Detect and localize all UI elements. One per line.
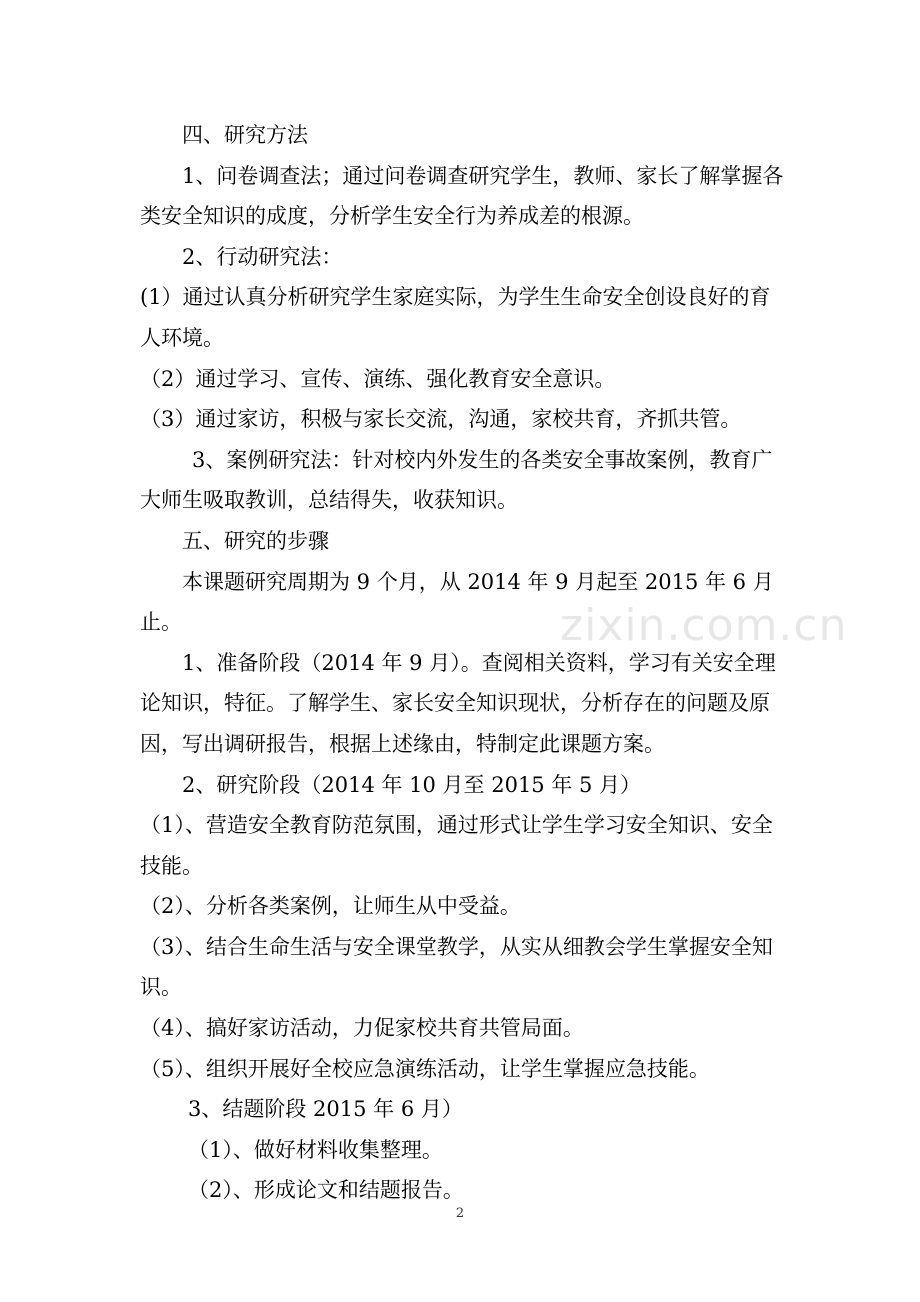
- paragraph-research-item-1: （1）、营造安全教育防范氛围，通过形式让学生学习安全知识、安全技能。: [140, 813, 773, 878]
- paragraph-action-item-2: （2）通过学习、宣传、演练、强化教育安全意识。: [140, 366, 616, 391]
- section-heading-research-steps: 五、研究的步骤: [182, 528, 329, 553]
- paragraph-research-item-2: （2）、分析各类案例，让师生从中受益。: [140, 894, 521, 919]
- paragraph-case-study-method: 3、案例研究法：针对校内外发生的各类安全事故案例，教育广大师生吸取教训，总结得失，收获知识。: [140, 447, 773, 513]
- paragraph-research-item-3: （3）、结合生命生活与安全课堂教学，从实从细教会学生掌握安全知识。: [140, 934, 773, 1000]
- paragraph-research-stage: 2、研究阶段（2014 年 10 月至 2015 年 5 月）: [182, 772, 642, 797]
- paragraph-questionnaire-method: 1、问卷调查法；通过问卷调查研究学生，教师、家长了解掌握各类安全知识的成度，分析学生安全行为养成差的根源。: [140, 163, 784, 229]
- paragraph-conclusion-item-1: （1）、做好材料收集整理。: [188, 1137, 443, 1162]
- paragraph-action-item-1: (1）通过认真分析研究学生家庭实际，为学生生命安全创设良好的育人环境。: [140, 285, 771, 350]
- watermark: zixin.com.cn: [560, 600, 848, 651]
- paragraph-research-period: 本课题研究周期为 9 个月，从 2014 年 9 月起至 2015 年 6 月止。: [140, 569, 774, 635]
- paragraph-research-item-5: （5）、组织开展好全校应急演练活动，让学生掌握应急技能。: [140, 1056, 710, 1081]
- section-heading-research-methods: 四、研究方法: [182, 123, 308, 147]
- paragraph-research-item-4: （4）、搞好家访活动，力促家校共育共管局面。: [140, 1016, 584, 1041]
- paragraph-conclusion-item-2: （2）、形成论文和结题报告。: [188, 1178, 464, 1203]
- paragraph-action-research-method: 2、行动研究法：: [182, 244, 343, 269]
- document-body: [140, 115, 785, 1211]
- paragraph-action-item-3: （3）通过家访，积极与家长交流，沟通，家校共育，齐抓共管。: [140, 407, 742, 432]
- paragraph-conclusion-stage: 3、结题阶段 2015 年 6 月）: [188, 1097, 463, 1122]
- paragraph-preparation-stage: 1、准备阶段（2014 年 9 月）。查阅相关资料，学习有关安全理论知识，特征。了解学生、家长安全知识现状，分析存在的问题及原因，写出调研报告，根据上述缘由，特制定此课题方案。: [140, 650, 776, 756]
- page-number: 2: [455, 1206, 465, 1221]
